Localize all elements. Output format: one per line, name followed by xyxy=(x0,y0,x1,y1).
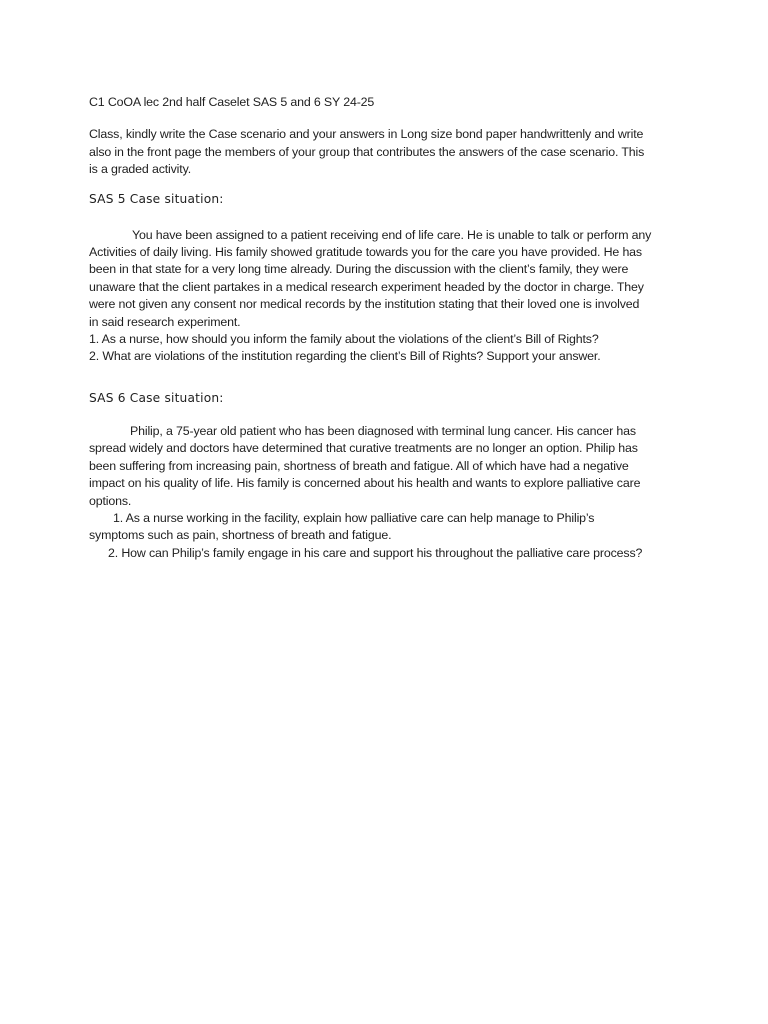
sas6-heading: SAS 6 Case situation: xyxy=(89,390,224,405)
sas5-scenario-line: been in that state for a very long time already. During the discussion with the client’s family, they were xyxy=(89,262,629,277)
sas6-scenario-line: options. xyxy=(89,493,132,508)
sas6-question-2-line: 2. How can Philip’s family engage in his care and support his throughout the palliative care process? xyxy=(108,545,643,560)
instructions-line: also in the front page the members of your group that contributes the answers of the case scenario. This xyxy=(89,144,645,159)
sas6-scenario xyxy=(89,423,689,510)
sas6-question-1-line: 1. As a nurse working in the facility, explain how palliative care can help manage to Philip’s xyxy=(113,510,595,525)
sas5-scenario-line: in said research experiment. xyxy=(89,314,241,329)
sas5-heading: SAS 5 Case situation: xyxy=(89,191,224,206)
sas5-scenario-line: You have been assigned to a patient receiving end of life care. He is unable to talk or perform any xyxy=(132,227,652,242)
document-title: C1 CoOA lec 2nd half Caselet SAS 5 and 6 SY 24-25 xyxy=(89,95,375,109)
instructions-line: is a graded activity. xyxy=(89,162,191,177)
instructions-line: Class, kindly write the Case scenario and your answers in Long size bond paper handwrittenly and write xyxy=(89,127,644,142)
sas6-question-2 xyxy=(89,545,689,562)
sas5-scenario xyxy=(89,227,689,331)
instructions-paragraph xyxy=(89,126,689,178)
sas6-question-1 xyxy=(89,510,689,545)
document-body xyxy=(89,94,689,562)
sas5-scenario-line: unaware that the client partakes in a medical research experiment headed by the doctor in charge. They xyxy=(89,279,644,294)
sas6-question-1-line: symptoms such as pain, shortness of breath and fatigue. xyxy=(89,528,392,543)
sas5-scenario-line: Activities of daily living. His family showed gratitude towards you for the care you have provided. He has xyxy=(89,245,642,260)
sas5-question-2: 2. What are violations of the institution regarding the client’s Bill of Rights? Support your answer. xyxy=(89,349,601,364)
sas5-questions xyxy=(89,331,689,366)
sas5-question-1: 1. As a nurse, how should you inform the family about the violations of the client’s Bill of Rights? xyxy=(89,332,599,347)
sas5-section xyxy=(89,191,689,366)
sas5-scenario-line: were not given any consent nor medical records by the institution stating that their loved one is involved xyxy=(89,297,640,312)
sas6-section xyxy=(89,390,689,562)
sas6-scenario-line: been suffering from increasing pain, shortness of breath and fatigue. All of which have had a negative xyxy=(89,458,629,473)
sas6-scenario-line: Philip, a 75-year old patient who has been diagnosed with terminal lung cancer. His cancer has xyxy=(130,423,636,438)
sas6-scenario-line: spread widely and doctors have determined that curative treatments are no longer an option. Philip has xyxy=(89,441,638,456)
sas6-scenario-line: impact on his quality of life. His family is concerned about his health and wants to explore palliative care xyxy=(89,476,641,491)
